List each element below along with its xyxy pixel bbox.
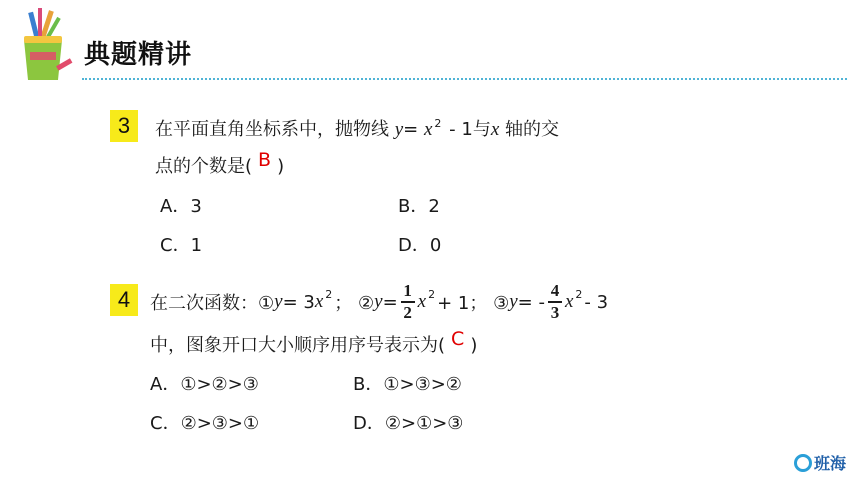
option-d: D．0	[398, 235, 442, 256]
question-4-sep-2: + 1； ③	[437, 293, 510, 314]
question-4-line-2	[150, 328, 478, 357]
math-exponent: 2	[428, 287, 436, 301]
question-3-text-2: 点的个数是(	[155, 156, 253, 177]
fraction-one-half	[401, 282, 415, 322]
math-exponent: 2	[575, 287, 583, 301]
math-var-y: y	[509, 291, 518, 312]
math-equals: =	[382, 291, 398, 313]
question-3-text: 在平面直角坐标系中，抛物线	[155, 119, 395, 140]
math-var-x: x	[417, 291, 427, 312]
math-equals-neg: = -	[517, 291, 545, 313]
fraction-numerator: 1	[403, 281, 412, 300]
math-exponent: 2	[325, 287, 333, 301]
answer-mark: B	[258, 149, 272, 171]
fraction-numerator: 4	[550, 281, 560, 300]
brand-logo	[794, 451, 846, 474]
math-var-y: y	[374, 291, 383, 312]
fraction-denominator: 2	[403, 303, 412, 322]
option-c: C．1	[160, 235, 203, 256]
math-var-x: x	[423, 119, 433, 140]
question-3-text-mid: - 1与	[443, 119, 491, 140]
option-b: B．2	[398, 196, 440, 217]
fraction-four-thirds	[548, 282, 562, 322]
question-4-line-1	[150, 280, 608, 324]
question-3-line-1	[155, 115, 559, 141]
math-equals: =	[403, 119, 424, 140]
close-paren: )	[470, 335, 478, 356]
page-title: 典题精讲	[84, 40, 193, 70]
option-d: D．②>①>③	[353, 413, 464, 434]
pencil-cup-icon	[10, 6, 80, 86]
math-var-x: x	[564, 291, 574, 312]
math-var-x: x	[490, 119, 500, 140]
option-a: A．①>②>③	[150, 374, 259, 395]
option-c: C．②>③>①	[150, 413, 260, 434]
question-4-sep-1: ； ②	[334, 293, 375, 314]
math-var-y: y	[274, 291, 283, 312]
math-var-y: y	[394, 119, 404, 140]
question-4-tail: - 3	[584, 291, 609, 313]
brand-name: 班海	[813, 454, 846, 473]
fraction-denominator: 3	[550, 303, 560, 322]
header-divider	[82, 78, 847, 80]
brand-ring-icon	[794, 454, 812, 472]
close-paren: )	[277, 156, 285, 177]
math-expr-1: = 3	[282, 291, 315, 313]
question-3-line-2	[155, 149, 285, 178]
math-exponent: 2	[434, 117, 442, 130]
question-number-badge: 4	[110, 284, 138, 316]
option-a: A．3	[160, 196, 202, 217]
question-number-badge: 3	[110, 110, 138, 142]
question-3-text-suffix: 轴的交	[499, 119, 559, 140]
math-var-x: x	[314, 291, 324, 312]
question-4-text-2: 中，图象开口大小顺序用序号表示为(	[150, 335, 446, 356]
question-4-text: 在二次函数：①	[150, 293, 275, 314]
answer-mark: C	[451, 328, 465, 350]
option-b: B．①>③>②	[353, 374, 462, 395]
